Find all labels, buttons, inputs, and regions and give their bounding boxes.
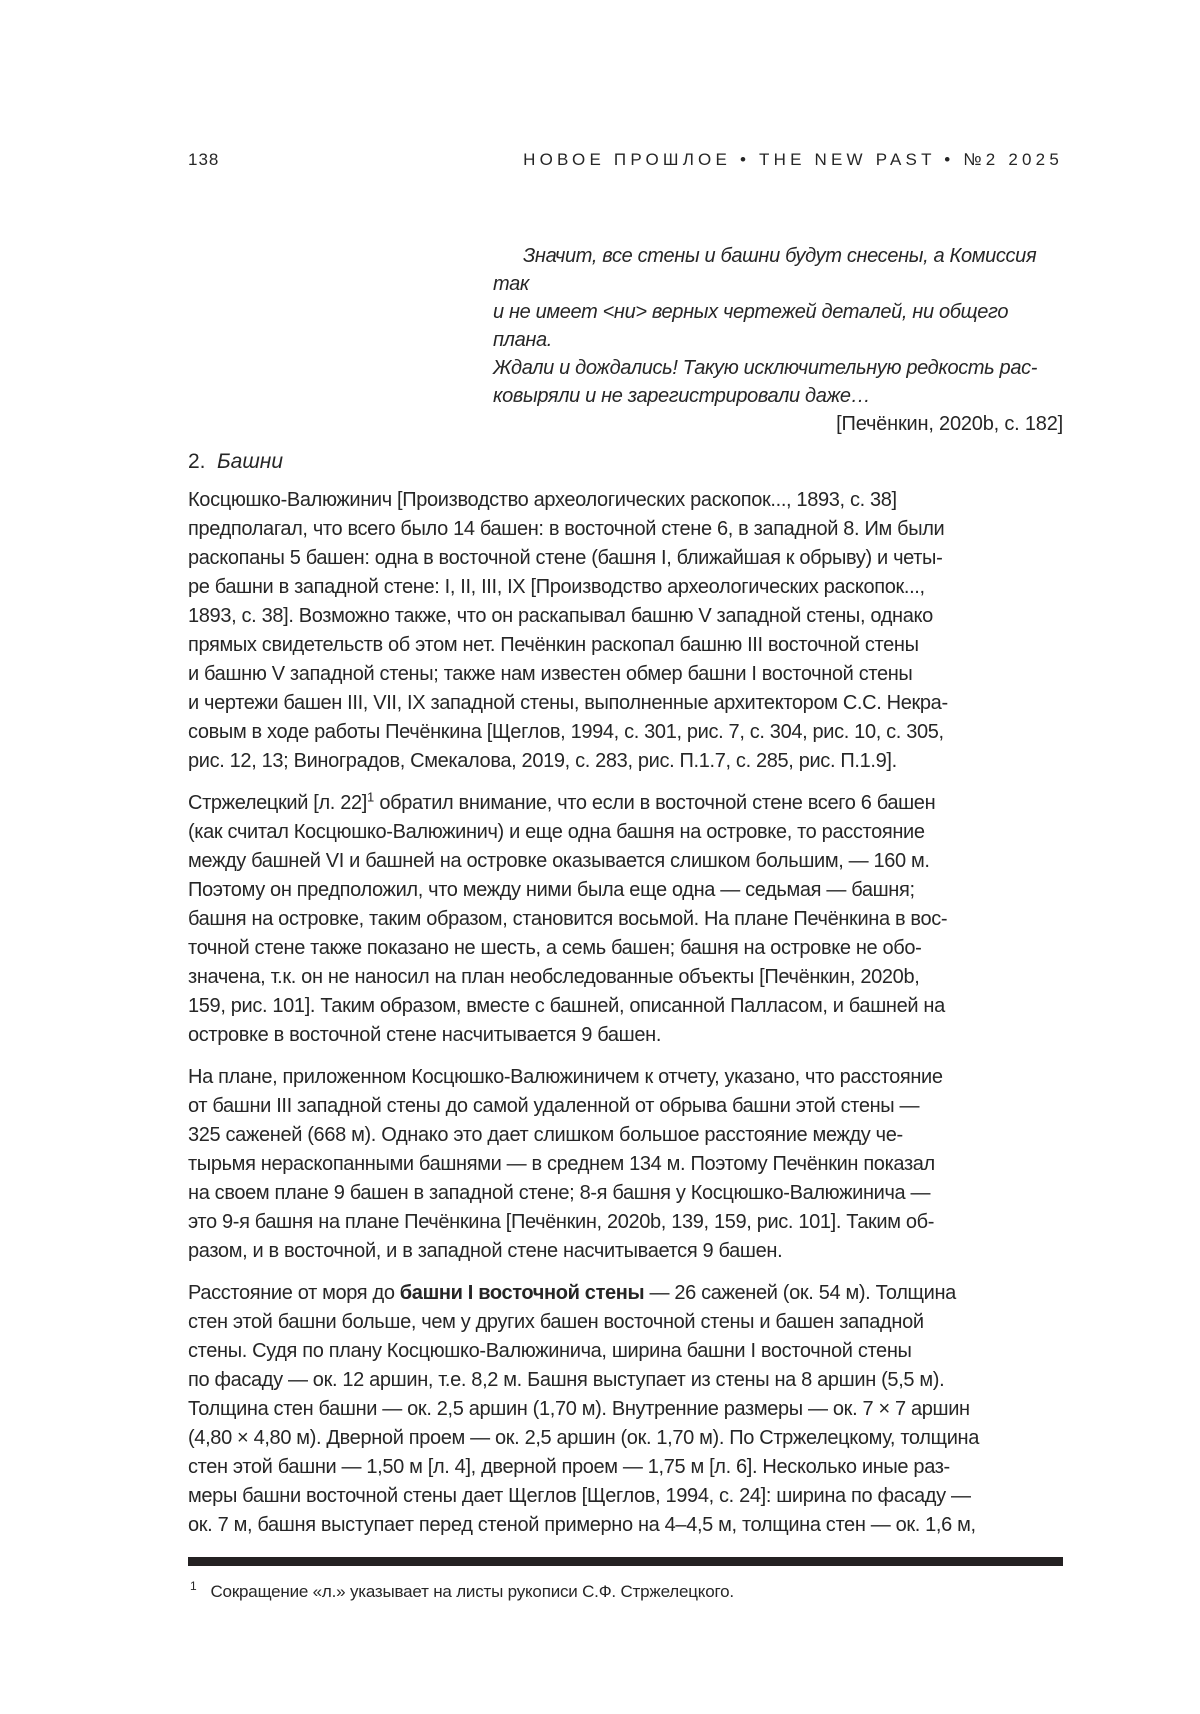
- epigraph-text: Значит, все стены и башни будут снесены, а Комиссия так и не имеет <ни> верных чертежей деталей, ни общего плана. Ждали и дождались! Такую исключительную редкость рас- ковыряли и не зарегистрировали даже…: [493, 245, 1038, 407]
- footnote-1: [188, 1580, 1063, 1604]
- paragraph-2-text-continued: обратил внимание, что если в восточной стене всего 6 башен (как считал Косцюшко-Валюжинич) и еще одна башня на островке, то расстояние между башней VI и башней на островке оказывается слишком большим, — 160 м. Поэтому он предположил, что между ними была еще одна — седьмая — башня; башня на островке, таким образом, становится восьмой. На плане Печёнкина в вос- точной стене также показано не шесть, а семь башен; башня на островке не обо- значена, т.к. он не наносил на план необследованные объекты [Печёнкин, 2020b, 159, рис. 101]. Таким образом, вместе с башней, описанной Палласом, и башней на островке в восточной стене насчитывается 9 башен.: [188, 792, 948, 1046]
- paragraph-1: Косцюшко-Валюжинич [Производство археологических раскопок..., 1893, с. 38] предполагал, что всего было 14 башен: в восточной стене 6, в западной 8. Им были раскопаны 5 башен: одна в восточной стене (башня I, ближайшая к обрыву) и четы- ре башни в западной стене: I, II, III, IX [Производство археологических раскопок..., 1893, с. 38]. Возможно также, что он раскапывал башню V западной стены, однако прямых свидетельств об этом нет. Печёнкин раскопал башню III восточной стены и башню V западной стены; также нам известен обмер башни I восточной стены и чертежи башен III, VII, IX западной стены, выполненные архитектором С.С. Некра- совым в ходе работы Печёнкина [Щеглов, 1994, с. 301, рис. 7, с. 304, рис. 10, с. 305, рис. 12, 13; Виноградов, Смекалова, 2019, с. 283, рис. П.1.7, с. 285, рис. П.1.9].: [188, 489, 948, 772]
- page-header: [188, 150, 1063, 170]
- paragraph-2-text: Стржелецкий [л. 22]: [188, 792, 367, 814]
- epigraph: [188, 242, 1063, 439]
- paragraph-4: [188, 1279, 1063, 1540]
- paragraph-2: [188, 789, 1063, 1050]
- running-title: НОВОЕ ПРОШЛОЕ • THE NEW PAST • №2 2025: [523, 150, 1063, 169]
- paragraph-4-text-continued: — 26 саженей (ок. 54 м). Толщина стен этой башни больше, чем у других башен восточной стены и башен западной стены. Судя по плану Косцюшко-Валюжинича, ширина башни I восточной стены по фасаду — ок. 12 аршин, т.е. 8,2 м. Башня выступает из стены на 8 аршин (5,5 м). Толщина стен башни — ок. 2,5 аршин (1,70 м). Внутренние размеры — ок. 7 × 7 аршин (4,80 × 4,80 м). Дверной проем — ок. 2,5 аршин (ок. 1,70 м). По Стржелецкому, толщина стен этой башни — 1,50 м [л. 4], дверной проем — 1,75 м [л. 6]. Несколько иные раз- меры башни восточной стены дает Щеглов [Щеглов, 1994, с. 24]: ширина по фасаду — ок. 7 м, башня выступает перед стеной примерно на 4–4,5 м, толщина стен — ок. 1,6 м,: [188, 1282, 979, 1536]
- epigraph-attribution: [Печёнкин, 2020b, с. 182]: [836, 413, 1063, 435]
- section-heading: [188, 447, 1063, 476]
- paragraph-4-text: Расстояние от моря до: [188, 1282, 400, 1304]
- footnote-reference-1: 1: [366, 789, 375, 805]
- section-number: 2.: [188, 450, 206, 473]
- page-number: 138: [188, 150, 220, 169]
- bold-term-tower-1-east-wall: башни I восточной стены: [399, 1282, 645, 1304]
- footnote-text: Сокращение «л.» указывает на листы рукописи С.Ф. Стржелецкого.: [210, 1582, 734, 1601]
- footnote-marker: 1: [190, 1579, 197, 1594]
- paragraph-3: На плане, приложенном Косцюшко-Валюжиничем к отчету, указано, что расстояние от башни III западной стены до самой удаленной от обрыва башни этой стены — 325 саженей (668 м). Однако это дает слишком большое расстояние между че- тырьмя нераскопанными башнями — в среднем 134 м. Поэтому Печёнкин показал на своем плане 9 башен в западной стене; 8-я башня у Косцюшко-Валюжинича — это 9-я башня на плане Печёнкина [Печёнкин, 2020b, 139, 159, рис. 101]. Таким об- разом, и в восточной, и в западной стене насчитывается 9 башен.: [188, 1066, 943, 1262]
- section-title: Башни: [217, 450, 284, 473]
- footnote-rule: [188, 1557, 1063, 1566]
